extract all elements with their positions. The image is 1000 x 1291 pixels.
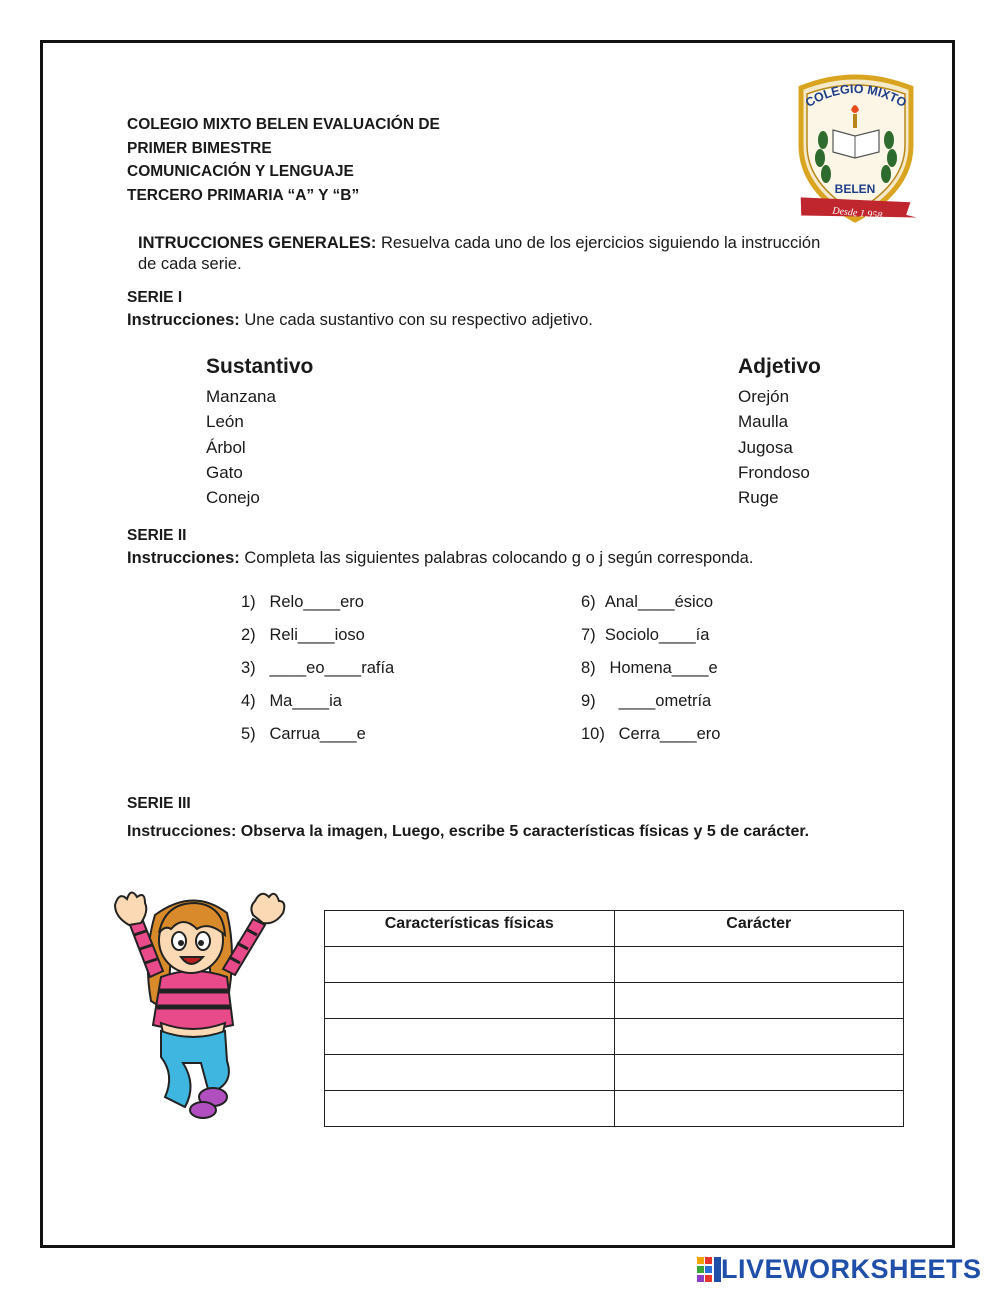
adjetivo-item: Maulla xyxy=(738,412,789,432)
crest-lower-text: BELEN xyxy=(834,182,876,196)
exercise-number: 6) xyxy=(581,593,596,611)
exercise-word: ____eo____rafía xyxy=(269,659,395,677)
serie-3-title: SERIE III xyxy=(127,795,191,812)
physical-characteristic-cell[interactable] xyxy=(325,983,615,1019)
sustantivo-item: Árbol xyxy=(206,437,246,457)
table-header-row xyxy=(325,911,904,947)
table-row xyxy=(325,1019,904,1055)
physical-characteristic-cell[interactable] xyxy=(325,1091,615,1127)
adjetivo-item: Frondoso xyxy=(738,462,810,482)
exercise-word: Carrua____e xyxy=(269,725,366,743)
physical-characteristic-cell[interactable] xyxy=(325,1055,615,1091)
document-header xyxy=(127,113,440,207)
character-cell[interactable] xyxy=(614,983,904,1019)
sustantivo-item: Gato xyxy=(206,462,243,482)
serie-1-instructions-text: Une cada sustantivo con su respectivo adjetivo. xyxy=(239,311,593,329)
exercise-number: 3) xyxy=(241,659,256,677)
adjetivo-item: Orejón xyxy=(738,387,790,406)
school-crest-logo xyxy=(793,70,918,225)
character-cell[interactable] xyxy=(614,1055,904,1091)
header-line-4: TERCERO PRIMARIA “A” Y “B” xyxy=(127,186,360,204)
liveworksheets-text: LIVEWORKSHEETS xyxy=(721,1254,982,1284)
exercise-item xyxy=(581,692,711,711)
exercise-item xyxy=(581,725,720,744)
exercise-number: 2) xyxy=(241,626,256,644)
serie-1-instructions-label: Instrucciones: xyxy=(127,311,240,329)
general-instructions xyxy=(138,233,838,275)
table-row xyxy=(325,1091,904,1127)
sustantivo-item: Manzana xyxy=(206,387,276,406)
exercise-number: 10) xyxy=(581,725,605,743)
exercise-word: ____ometría xyxy=(618,692,712,710)
exercise-number: 5) xyxy=(241,725,256,743)
adjetivo-item: Ruge xyxy=(738,488,779,508)
exercise-number: 4) xyxy=(241,692,256,710)
header-line-2: PRIMER BIMESTRE xyxy=(127,139,272,157)
character-cell[interactable] xyxy=(614,1019,904,1055)
exercise-item xyxy=(241,659,394,678)
table-row xyxy=(325,947,904,983)
sustantivo-item: Conejo xyxy=(206,488,260,508)
serie-3-instructions: Instrucciones: Observa la imagen, Luego, escribe 5 características físicas y 5 de carácter. xyxy=(127,823,810,840)
general-instructions-label: INTRUCCIONES GENERALES: xyxy=(138,234,377,252)
serie-2-instructions xyxy=(127,549,753,568)
table-row xyxy=(325,1055,904,1091)
exercise-item xyxy=(241,692,342,711)
exercise-word: Homena____e xyxy=(609,659,718,677)
liveworksheets-watermark xyxy=(697,1254,982,1285)
crest-ribbon-text: Desde 1,958 xyxy=(831,205,883,222)
physical-characteristics-header: Características físicas xyxy=(325,911,615,947)
exercise-item xyxy=(581,659,718,678)
sustantivo-header: Sustantivo xyxy=(206,355,314,378)
sustantivo-list xyxy=(206,384,276,510)
serie-1-instructions xyxy=(127,311,593,330)
adjetivo-item: Jugosa xyxy=(738,437,793,457)
header-line-1: COLEGIO MIXTO BELEN EVALUACIÓN DE xyxy=(127,116,440,133)
exercise-word: Reli____ioso xyxy=(269,626,365,644)
exercise-item xyxy=(241,593,364,612)
serie-2-title: SERIE II xyxy=(127,527,187,544)
general-instructions-text: Resuelva cada uno de los ejercicios siguiendo la instrucción de cada serie. xyxy=(138,234,821,273)
physical-characteristic-cell[interactable] xyxy=(325,1019,615,1055)
serie-2-instructions-label: Instrucciones: xyxy=(127,549,240,567)
sustantivo-item: León xyxy=(206,412,244,432)
jumping-girl-illustration xyxy=(105,885,290,1120)
exercise-word: Cerra____ero xyxy=(618,725,721,743)
serie-2-instructions-text: Completa las siguientes palabras colocando g o j según corresponda. xyxy=(239,549,754,567)
exercise-item xyxy=(581,626,709,645)
exercise-word: Ma____ia xyxy=(269,692,342,710)
liveworksheets-logo-icon xyxy=(697,1257,721,1283)
exercise-item xyxy=(241,725,366,744)
crest-arc-text: COLEGIO MIXTO xyxy=(803,81,909,111)
exercise-number: 1) xyxy=(241,593,256,611)
serie-1-title: SERIE I xyxy=(127,289,183,306)
adjetivo-list xyxy=(738,384,810,510)
exercise-word: Anal____ésico xyxy=(604,593,714,611)
header-line-3: COMUNICACIÓN Y LENGUAJE xyxy=(127,163,354,180)
character-cell[interactable] xyxy=(614,947,904,983)
exercise-word: Sociolo____ía xyxy=(604,626,710,644)
exercise-item xyxy=(581,593,713,612)
characteristics-table xyxy=(324,910,904,1127)
adjetivo-header: Adjetivo xyxy=(738,355,821,378)
exercise-number: 7) xyxy=(581,626,596,644)
exercise-item xyxy=(241,626,365,645)
table-row xyxy=(325,983,904,1019)
physical-characteristic-cell[interactable] xyxy=(325,947,615,983)
character-header: Carácter xyxy=(614,911,904,947)
exercise-number: 9) xyxy=(581,692,596,710)
exercise-word: Relo____ero xyxy=(269,593,364,611)
character-cell[interactable] xyxy=(614,1091,904,1127)
exercise-number: 8) xyxy=(581,659,596,677)
